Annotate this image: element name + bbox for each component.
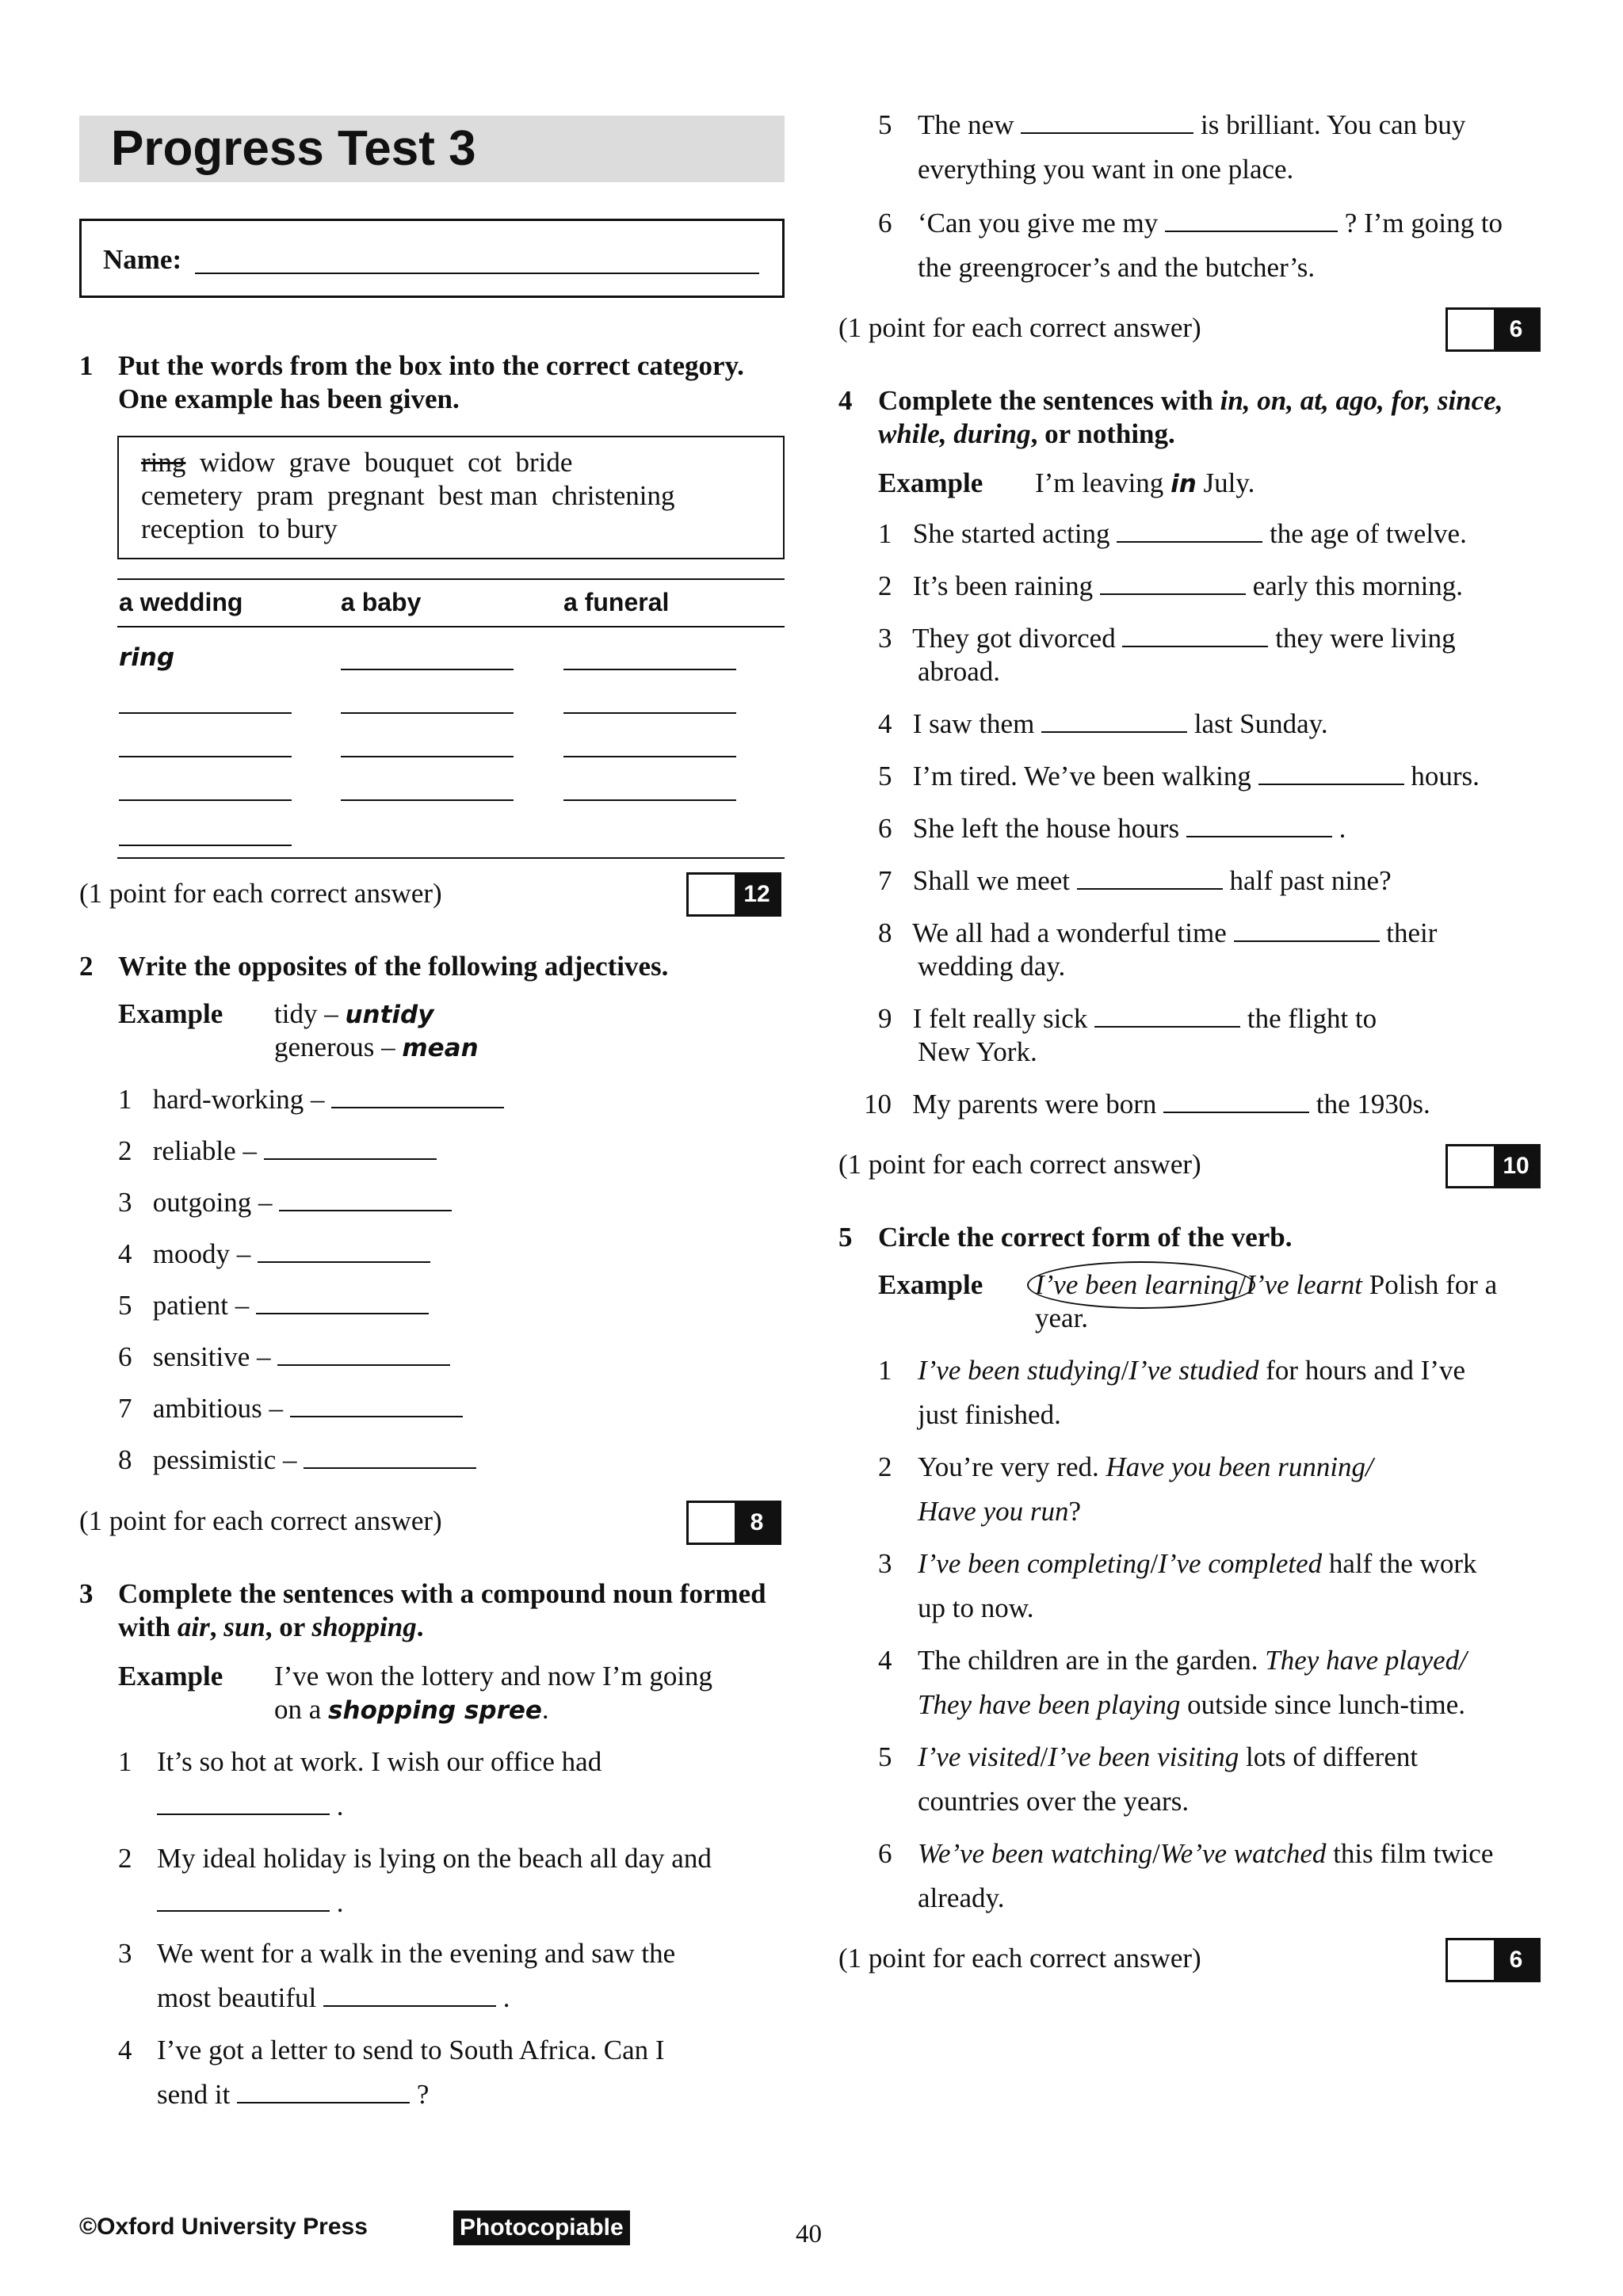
q5-item-3-option-2[interactable]: I’ve completed — [1158, 1548, 1323, 1579]
q3-number: 3 — [79, 1578, 94, 1609]
q4-item-6: 6 She left the house hours . — [878, 813, 1346, 844]
q2-item-2: 2 reliable – — [118, 1135, 437, 1167]
q4-score-box — [1445, 1144, 1541, 1188]
q3-blank-1[interactable] — [157, 1791, 330, 1815]
q4-blank-5[interactable] — [1258, 761, 1404, 785]
answer-blank-funeral-2[interactable] — [563, 712, 736, 714]
q4-blank-3[interactable] — [1122, 624, 1268, 647]
q2-ex1-word: tidy – — [274, 998, 346, 1029]
word-reception: reception — [141, 513, 245, 544]
q5-item-2-number: 2 — [878, 1451, 892, 1482]
q2-blank-1[interactable] — [331, 1085, 504, 1108]
q3-item-4-line-2: send it ? — [157, 2079, 430, 2110]
q2-example-2 — [274, 1032, 479, 1064]
name-box — [79, 219, 785, 298]
q5-item-6: We’ve been watching/We’ve watched this film twice — [918, 1838, 1494, 1869]
q2-blank-7[interactable] — [290, 1394, 463, 1417]
q5-item-4-number: 4 — [878, 1645, 892, 1676]
answer-blank-baby-3[interactable] — [341, 756, 514, 757]
q4-score: 10 — [1494, 1146, 1538, 1186]
q4-item-8-line-2: wedding day. — [918, 951, 1066, 982]
q5-item-4-option-2[interactable]: They have been playing — [918, 1689, 1181, 1720]
q4-instruction: Complete the sentences with in, on, at, ago, for, since, — [878, 385, 1503, 416]
q3-blank-6[interactable] — [1165, 208, 1338, 232]
q2-number: 2 — [79, 951, 94, 982]
q5-item-4-option-1[interactable]: They have played/ — [1265, 1645, 1467, 1676]
q1-score-box — [686, 872, 781, 917]
q2-points: (1 point for each correct answer) — [79, 1505, 442, 1536]
q2-blank-5[interactable] — [256, 1291, 429, 1314]
q5-points: (1 point for each correct answer) — [838, 1943, 1201, 1974]
page-title: Progress Test 3 — [111, 121, 476, 176]
q4-instruction-2: while, during, or nothing. — [878, 418, 1175, 449]
q5-example-option-1: I’ve been learning — [1035, 1269, 1239, 1300]
q3-example-line-1: I’ve won the lottery and now I’m going — [274, 1661, 713, 1691]
q2-example-1 — [274, 998, 433, 1031]
q1-points: (1 point for each correct answer) — [79, 878, 442, 909]
q5-item-2-line-2: Have you run? — [918, 1496, 1082, 1527]
q5-item-5-line-2: countries over the years. — [918, 1786, 1190, 1817]
q4-item-2: 2 It’s been raining early this morning. — [878, 570, 1464, 601]
page-number: 40 — [796, 2220, 822, 2248]
q5-item-6-option-1[interactable]: We’ve been watching — [918, 1838, 1153, 1869]
word-cot: cot — [468, 447, 502, 478]
q2-blank-8[interactable] — [304, 1445, 476, 1469]
q4-example: I’m leaving in July. — [1035, 467, 1255, 498]
word-christening: christening — [552, 480, 675, 511]
q3-instruction-2: with air, sun, or shopping. — [118, 1611, 424, 1642]
q4-item-3: 3 They got divorced they were living — [878, 623, 1456, 654]
q1-instruction-2: One example has been given. — [118, 383, 460, 414]
q3-item-3-text: We went for a walk in the evening and saw the — [157, 1938, 676, 1969]
q4-blank-1[interactable] — [1117, 519, 1262, 543]
q5-item-4-line-2: They have been playing outside since lunch-time. — [918, 1689, 1466, 1720]
q2-item-7: 7 ambitious – — [118, 1393, 463, 1425]
q1-number: 1 — [79, 350, 94, 381]
q4-item-5: 5 I’m tired. We’ve been walking hours. — [878, 761, 1480, 791]
q4-points: (1 point for each correct answer) — [838, 1149, 1201, 1180]
q4-blank-10[interactable] — [1163, 1089, 1309, 1113]
q3-item-2-number: 2 — [118, 1843, 132, 1874]
q5-item-1-line-2: just finished. — [918, 1399, 1061, 1430]
q4-item-3-line-2: abroad. — [918, 656, 1000, 687]
q5-item-6-option-2[interactable]: We’ve watched — [1159, 1838, 1327, 1869]
answer-blank-baby-2[interactable] — [341, 712, 514, 714]
q2-item-8: 8 pessimistic – — [118, 1444, 476, 1476]
word-cemetery: cemetery — [141, 480, 243, 511]
q5-item-3-line-2: up to now. — [918, 1592, 1034, 1623]
q3-blank-5[interactable] — [1021, 110, 1193, 134]
q3-points: (1 point for each correct answer) — [838, 312, 1201, 343]
q3-item-2-text: My ideal holiday is lying on the beach all day and — [157, 1843, 712, 1874]
q3-word-sun: sun — [223, 1611, 265, 1642]
q5-item-5: I’ve visited/I’ve been visiting lots of different — [918, 1741, 1419, 1772]
q2-item-5: 5 patient – — [118, 1290, 429, 1322]
q4-item-4: 4 I saw them last Sunday. — [878, 708, 1328, 739]
q5-example-line-2: year. — [1035, 1302, 1089, 1333]
q2-blank-4[interactable] — [258, 1239, 430, 1263]
q2-blank-6[interactable] — [277, 1342, 450, 1366]
q5-item-1-option-2[interactable]: I’ve studied — [1128, 1355, 1259, 1386]
q4-blank-7[interactable] — [1077, 866, 1223, 890]
word-pregnant: pregnant — [327, 480, 425, 511]
q4-example-answer: in — [1170, 470, 1197, 498]
word-to-bury: to bury — [258, 513, 338, 544]
q2-blank-2[interactable] — [264, 1136, 437, 1160]
right-column — [800, 0, 1623, 2296]
copyright: ©Oxford University Press — [79, 2214, 368, 2240]
q2-ex2-word: generous – — [274, 1032, 403, 1062]
word-pram: pram — [256, 480, 314, 511]
q5-item-6-number: 6 — [878, 1838, 892, 1869]
answer-blank-funeral-1[interactable] — [563, 669, 736, 670]
q5-number: 5 — [838, 1222, 853, 1253]
q2-item-6: 6 sensitive – — [118, 1341, 450, 1373]
q4-item-1: 1 She started acting the age of twelve. — [878, 518, 1467, 549]
table-bottom-rule — [117, 857, 785, 859]
q5-item-6-line-2: already. — [918, 1882, 1005, 1913]
word-bride: bride — [515, 447, 573, 478]
col-header-funeral: a funeral — [563, 588, 670, 616]
q4-blank-6[interactable] — [1186, 814, 1332, 837]
q5-item-2-option-2[interactable]: Have you run — [918, 1496, 1069, 1527]
word-widow: widow — [199, 447, 276, 478]
q2-score: 8 — [735, 1503, 779, 1543]
answer-blank-baby-1[interactable] — [341, 669, 514, 670]
q3-item-1-text: It’s so hot at work. I wish our office had — [157, 1746, 602, 1777]
q5-instruction: Circle the correct form of the verb. — [878, 1222, 1293, 1253]
q3-item-5-line-1: The new is brilliant. You can buy — [918, 109, 1466, 140]
q5-item-1: I’ve been studying/I’ve studied for hours and I’ve — [918, 1355, 1465, 1386]
q2-score-box — [686, 1501, 781, 1545]
q3-item-4-number: 4 — [118, 2035, 132, 2065]
q5-item-2-option-1[interactable]: Have you been running/ — [1106, 1451, 1373, 1482]
q2-item-4: 4 moody – — [118, 1238, 430, 1270]
q3-item-5-number: 5 — [878, 109, 892, 140]
q3-item-1-line-2: . — [157, 1791, 344, 1822]
word-box-line-3 — [141, 513, 338, 545]
q3-item-3-line-2: most beautiful . — [157, 1982, 510, 2013]
q4-blank-4[interactable] — [1041, 709, 1187, 733]
q3-item-1-number: 1 — [118, 1746, 132, 1777]
q3-word-shopping: shopping — [311, 1611, 417, 1642]
col-header-wedding: a wedding — [119, 588, 243, 616]
word-bouquet: bouquet — [364, 447, 454, 478]
q5-example-option-2: I’ve learnt — [1246, 1269, 1363, 1300]
q3-example-line-2: on a shopping spree. — [274, 1694, 549, 1725]
q5-item-3: I’ve been completing/I’ve completed half the work — [918, 1548, 1477, 1579]
answer-blank-baby-4[interactable] — [341, 799, 514, 801]
q5-item-5-option-1[interactable]: I’ve visited — [918, 1741, 1041, 1772]
q4-item-7: 7 Shall we meet half past nine? — [878, 865, 1392, 896]
q4-blank-8[interactable] — [1234, 918, 1380, 942]
q4-item-8: 8 We all had a wonderful time their — [878, 917, 1438, 948]
q5-score-box — [1445, 1938, 1541, 1982]
q5-score: 6 — [1494, 1940, 1538, 1980]
q4-blank-2[interactable] — [1100, 571, 1246, 595]
answer-blank-wedding-5[interactable] — [119, 845, 292, 846]
q4-example-label: Example — [878, 467, 983, 498]
q5-item-5-option-2[interactable]: I’ve been visiting — [1048, 1741, 1239, 1772]
q2-blank-3[interactable] — [279, 1188, 452, 1211]
q5-example-label: Example — [878, 1269, 983, 1300]
q4-blank-9[interactable] — [1094, 1004, 1240, 1028]
answer-blank-funeral-3[interactable] — [563, 756, 736, 757]
q4-preposition-list: in, on, at, ago, for, since, — [1220, 385, 1503, 416]
q4-item-10: 10 My parents were born the 1930s. — [864, 1089, 1430, 1119]
word-best-man: best man — [438, 480, 538, 511]
q3-blank-4[interactable] — [237, 2080, 410, 2103]
q3-example-label: Example — [118, 1661, 223, 1691]
word-ring: ring — [141, 447, 186, 478]
answer-blank-wedding-3[interactable] — [119, 756, 292, 757]
q3-blank-2[interactable] — [157, 1888, 330, 1912]
q5-item-1-number: 1 — [878, 1355, 892, 1386]
q3-blank-3[interactable] — [323, 1983, 496, 2007]
q5-item-2: You’re very red. Have you been running/ — [918, 1451, 1373, 1482]
q5-item-1-option-1[interactable]: I’ve been studying — [918, 1355, 1121, 1386]
photocopiable-badge: Photocopiable — [453, 2210, 630, 2245]
q5-item-5-number: 5 — [878, 1741, 892, 1772]
word-grave: grave — [288, 447, 351, 478]
left-column — [0, 0, 800, 2296]
q1-instruction: Put the words from the box into the correct category. — [118, 350, 744, 381]
q3-item-3-number: 3 — [118, 1938, 132, 1969]
q3-example-answer: shopping spree — [328, 1696, 542, 1725]
q3-instruction: Complete the sentences with a compound noun formed — [118, 1578, 766, 1609]
q3-item-4-text: I’ve got a letter to send to South Africa. Can I — [157, 2035, 665, 2065]
q2-ex2-answer: mean — [402, 1034, 479, 1062]
q3-score: 6 — [1494, 310, 1538, 349]
q2-example-label: Example — [118, 998, 223, 1029]
table-top-rule — [117, 578, 785, 580]
q3-item-5-line-2: everything you want in one place. — [918, 154, 1294, 185]
q3-item-6-number: 6 — [878, 208, 892, 238]
q2-item-1: 1 hard-working – — [118, 1084, 504, 1116]
q3-item-2-line-2: . — [157, 1887, 344, 1919]
q5-example: I’ve been learning/I’ve learnt Polish for a — [1035, 1269, 1498, 1300]
name-field[interactable] — [195, 273, 759, 274]
q2-item-3: 3 outgoing – — [118, 1187, 452, 1219]
name-label: Name: — [103, 244, 182, 275]
q5-item-4: The children are in the garden. They have played/ — [918, 1645, 1467, 1676]
col-header-baby: a baby — [341, 588, 422, 616]
q4-number: 4 — [838, 385, 853, 416]
answer-blank-wedding-4[interactable] — [119, 799, 292, 801]
q4-item-9-line-2: New York. — [918, 1036, 1037, 1067]
q5-item-3-number: 3 — [878, 1548, 892, 1579]
table-header-rule — [117, 626, 785, 627]
q4-preposition-list-2: while, during — [878, 418, 1031, 449]
q5-item-3-option-1[interactable]: I’ve been completing — [918, 1548, 1151, 1579]
q3-item-6-line-1: ‘Can you give me my ? I’m going to — [918, 208, 1503, 238]
word-box-line-1 — [141, 447, 572, 479]
word-box-line-2 — [141, 480, 675, 512]
answer-blank-funeral-4[interactable] — [563, 799, 736, 801]
q3-item-6-line-2: the greengrocer’s and the butcher’s. — [918, 252, 1316, 283]
q2-instruction: Write the opposites of the following adjectives. — [118, 951, 669, 982]
q3-word-air: air — [177, 1611, 210, 1642]
answer-blank-wedding-2[interactable] — [119, 712, 292, 714]
q1-score: 12 — [735, 875, 779, 914]
q2-ex1-answer: untidy — [345, 1001, 434, 1029]
example-answer-ring: ring — [119, 643, 175, 672]
q4-item-9: 9 I felt really sick the flight to — [878, 1003, 1377, 1034]
q3-score-box — [1445, 307, 1541, 352]
